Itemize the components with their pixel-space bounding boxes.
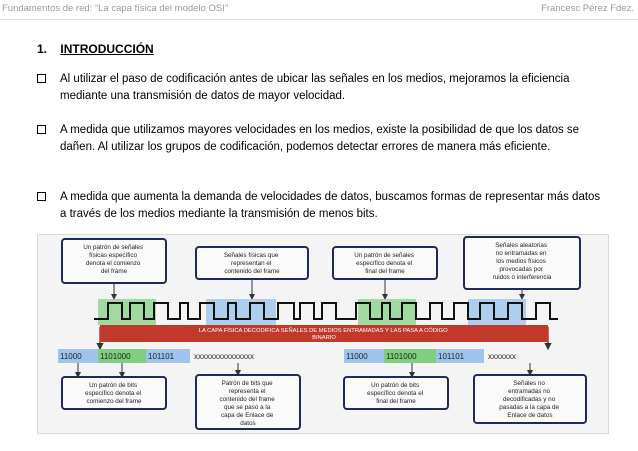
top-connector-arrows xyxy=(114,279,522,299)
bullet-item xyxy=(37,71,607,105)
top-box-line: ruidos o interferencia xyxy=(492,274,552,281)
bottom-box-line: decodificadas y no xyxy=(503,396,556,403)
svg-text:11000 1101000 xyxy=(60,352,516,361)
header-author: Francesc Pérez Fdez. xyxy=(541,3,634,14)
top-box-line: específico denota el xyxy=(356,260,413,267)
bullet-text: A medida que aumenta la demanda de velocidades de datos, buscamos formas de representar más datos a través de los medios mediante la transmisión de menos bits. xyxy=(60,191,601,220)
svg-text:Un patrón de bits espe xyxy=(85,382,143,405)
bottom-box-line: entramadas no xyxy=(508,388,551,395)
bits-noise-1: xxxxxxxxxxxxxxx xyxy=(194,352,254,361)
bits-noise-2: xxxxxxx xyxy=(488,352,516,361)
signal-zone-start xyxy=(98,299,156,325)
banner-text: BINARIO xyxy=(312,335,336,341)
bit-stream xyxy=(58,349,516,363)
checkbox-bullet-icon xyxy=(37,192,46,201)
checkbox-bullet-icon xyxy=(37,125,46,134)
top-box-line: representan el xyxy=(230,260,272,267)
bits-end-2: 101101 xyxy=(438,352,465,361)
svg-text:Señales aleatorias no xyxy=(493,242,552,281)
bottom-box-line: datos xyxy=(240,420,256,427)
bottom-box-line: pasadas a la capa de xyxy=(499,404,560,411)
top-box-line: los medios físicos xyxy=(496,258,546,265)
top-box-line: del frame xyxy=(100,268,128,275)
bottom-box-line: Un patrón de bits xyxy=(89,382,138,389)
top-box-line: Un patrón de señales xyxy=(354,252,415,259)
banner-down-arrows xyxy=(100,342,548,349)
bottom-connector-arrows xyxy=(78,363,530,377)
top-box-end-signal xyxy=(333,247,437,279)
bits-content-1: 1101000 xyxy=(100,352,131,361)
bottom-box-line: específico denota el xyxy=(85,390,142,397)
bottom-box-start-bits xyxy=(62,377,166,409)
section-heading xyxy=(37,42,154,56)
bottom-box-line: comienzo del frame xyxy=(86,398,142,405)
bottom-box-line: representa el xyxy=(228,388,266,395)
bottom-box-noise-bits xyxy=(474,375,586,423)
signal-zone-content xyxy=(206,299,276,325)
top-box-line: denota el comienzo xyxy=(85,260,141,267)
svg-text:Señales físicas que re xyxy=(224,252,280,275)
bottom-box-line: que se pasó a la xyxy=(224,404,271,411)
bottom-box-end-bits xyxy=(344,377,448,409)
bottom-box-line: Señales no xyxy=(513,380,545,387)
top-box-line: Señales aleatorias xyxy=(495,242,548,249)
bottom-box-line: específico denota el xyxy=(367,390,424,397)
bits-start-1: 11000 xyxy=(60,352,82,361)
bottom-box-line: final del frame xyxy=(376,398,416,405)
bullet-item xyxy=(37,122,607,156)
top-box-noise-signal xyxy=(464,237,580,289)
top-box-line: provocadas por xyxy=(499,266,543,273)
checkbox-bullet-icon xyxy=(37,74,46,83)
bits-content-2: 1101000 xyxy=(386,352,417,361)
bits-end-1: 101101 xyxy=(148,352,175,361)
section-number: 1. xyxy=(37,42,48,56)
top-box-frame-content xyxy=(196,247,308,279)
bullet-item xyxy=(37,189,607,223)
bottom-box-line: Enlace de datos xyxy=(507,412,553,419)
bullet-text: A medida que utilizamos mayores velocidades en los medios, existe la posibilidad de que los datos se dañen. Al utilizar los grupos de codificación, podemos detectar errores de manera más eficiente. xyxy=(60,124,580,153)
top-box-line: Señales físicas que xyxy=(223,252,279,259)
bits-start-2: 11000 xyxy=(346,352,368,361)
encoding-diagram-svg xyxy=(38,235,610,435)
bottom-box-content-bits xyxy=(196,375,300,429)
bottom-box-line: Patrón de bits que xyxy=(221,380,273,387)
encoding-diagram xyxy=(37,234,609,434)
top-box-line: no entramadas en xyxy=(495,250,547,257)
header-document-title: Fundamentos de red: “La capa física del modelo OSI” xyxy=(2,3,229,14)
top-box-start-signal xyxy=(62,239,166,283)
top-box-line: final del frame xyxy=(365,268,405,275)
bottom-box-line: capa de Enlace de xyxy=(221,412,274,419)
top-box-line: físicas específico xyxy=(89,252,138,259)
top-box-line: Un patrón de señales xyxy=(83,244,144,251)
top-box-line: contenido del frame xyxy=(224,268,280,275)
page-header xyxy=(0,0,638,20)
bullet-text: Al utilizar el paso de codificación antes de ubicar las señales en los medios, mejoramos la eficiencia mediante una transmisión de datos de mayor velocidad. xyxy=(60,73,570,102)
banner-text: LA CAPA FÍSICA DECODIFICA SEÑALES DE MEDIOS ENTRAMADAS Y LAS PASA A CÓDIGO xyxy=(198,328,448,334)
section-title: INTRODUCCIÓN xyxy=(60,42,154,56)
decode-banner xyxy=(100,325,548,342)
bottom-box-line: contenido del frame xyxy=(219,396,275,403)
bottom-box-line: Un patrón de bits xyxy=(371,382,420,389)
